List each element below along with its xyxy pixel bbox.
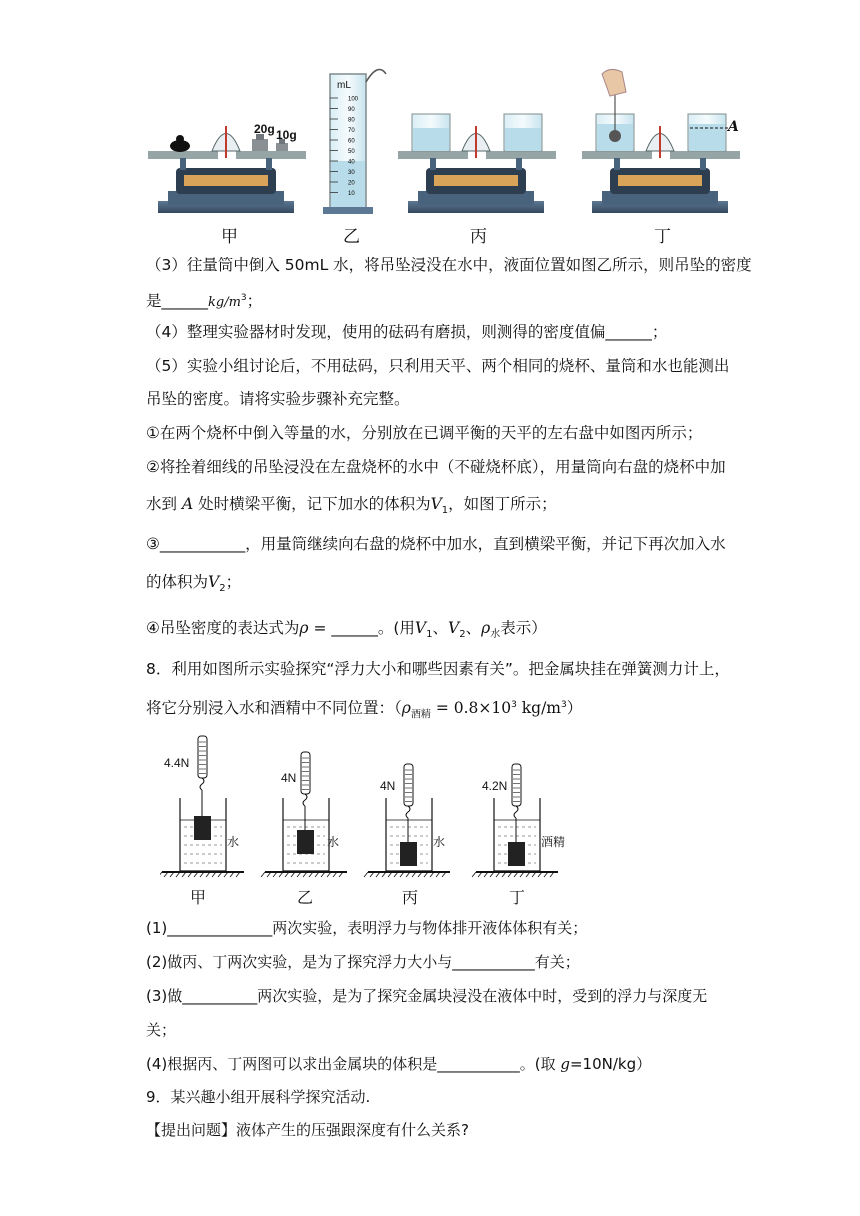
q7-step4: ④吊坠密度的表达式为ρ = ______。(用$V_1$、$V_2$、$\rho_水$表示） [146, 619, 547, 641]
q8-line2: 将它分别浸入水和酒精中不同位置：（$\rho_{酒精} = 0.8\times 10^3$ $kg/m^3$） [146, 699, 583, 721]
scale-hook [303, 794, 307, 806]
ground-hatch [261, 872, 265, 877]
metal-block [194, 816, 211, 840]
liquid-jia: 水 [227, 835, 240, 849]
liquid-ding: 酒精 [541, 835, 566, 849]
metal-block [400, 842, 417, 866]
q7-part3-line2: 是$\_\_\_\_\_\_kg/m^3$； [146, 292, 263, 311]
q7-part4: （4）整理实验器材时发现，使用的砝码有磨损，则测得的密度值偏______； [146, 323, 668, 341]
balance-figure [140, 66, 760, 221]
liquid-bing: 水 [433, 835, 446, 849]
q8-part3-line2: 关； [146, 1021, 177, 1039]
liquid-yi: 水 [327, 835, 340, 849]
q7-step3-line1: ③___________，用量筒继续向右盘的烧杯中加水，直到横梁平衡，并记下再次加入水 [146, 535, 726, 553]
cylinder-tick-label: 80 [348, 117, 355, 124]
reading-bing: 4N [380, 779, 396, 793]
q7-step2-line1: ②将拴着细线的吊坠浸没在左盘烧杯的水中（不碰烧杯底），用量筒向右盘的烧杯中加 [146, 458, 726, 476]
scale-hook [514, 806, 518, 818]
cylinder-tick-label: 50 [348, 149, 355, 155]
reading-ding: 4.2N [482, 779, 508, 793]
cylinder-tick-label: 100 [348, 96, 359, 103]
caption-jia: 甲 [221, 227, 238, 247]
cylinder-tick-label: 20 [348, 180, 355, 187]
buoyancy-figure [160, 730, 580, 885]
q7-step1: ①在两个烧杯中倒入等量的水，分别放在已调平衡的天平的左右盘中如图丙所示； [146, 424, 703, 442]
metal-block [508, 842, 525, 866]
q8-part3-line1: (3)做__________两次实验，是为了探究金属块浸没在液体中时，受到的浮力与深度无 [146, 987, 708, 1005]
cylinder-tick-label: 90 [348, 107, 355, 113]
metal-block [297, 830, 314, 854]
reading-jia: 4.4N [164, 756, 190, 770]
caption2-bing: 丙 [402, 888, 419, 907]
q7-step2-line2: 水到 A 处时横梁平衡，记下加水的体积为$V_1$，如图丁所示； [146, 495, 557, 517]
caption-bing: 丙 [470, 227, 487, 247]
q8-part1: (1)______________两次实验，表明浮力与物体排开液体体积有关； [146, 919, 588, 937]
ground-hatch [160, 872, 162, 877]
weight-label-20g: 20g [254, 122, 275, 136]
caption-ding: 丁 [654, 227, 671, 247]
cylinder-tick-label: 60 [348, 138, 355, 145]
graduated-cylinder [323, 70, 386, 215]
balance-bing [398, 114, 556, 213]
cylinder-tick-label: 10 [348, 191, 355, 197]
q7-part5-line1: （5）实验小组讨论后，不用砝码，只利用天平、两个相同的烧杯、量筒和水也能测出 [146, 357, 730, 375]
q8-part2: (2)做丙、丁两次实验，是为了探究浮力大小与___________有关； [146, 953, 580, 971]
weight-label-10g: 10g [276, 128, 297, 142]
scale-hook [406, 806, 410, 818]
reading-yi: 4N [281, 771, 297, 785]
caption2-yi: 乙 [297, 888, 314, 907]
q7-part3-line1: （3）往量筒中倒入 50mL 水，将吊坠浸没在水中，液面位置如图乙所示，则吊坠的密度 [146, 256, 752, 274]
q9-line2: 【提出问题】液体产生的压强跟深度有什么关系? [146, 1121, 469, 1139]
caption2-ding: 丁 [509, 888, 526, 907]
caption-yi: 乙 [343, 227, 360, 247]
cylinder-tick-label: 30 [348, 170, 355, 176]
q7-step3-line2: 的体积为$V_2$； [146, 573, 242, 595]
balance-ding [582, 69, 740, 213]
cylinder-unit: mL [337, 80, 351, 91]
ground-hatch [364, 872, 368, 877]
q9-line1: 9．某兴趣小组开展科学探究活动. [146, 1088, 371, 1106]
q8-line1: 8．利用如图所示实验探究“浮力大小和哪些因素有关”。把金属块挂在弹簧测力计上， [146, 660, 730, 678]
ground-hatch [472, 872, 476, 877]
q7-part5-line2: 吊坠的密度。请将实验步骤补充完整。 [146, 390, 410, 408]
caption2-jia: 甲 [190, 888, 207, 907]
cylinder-tick-label: 40 [348, 159, 355, 166]
mark-a: A [728, 119, 739, 135]
scale-hook [200, 778, 204, 790]
cylinder-tick-label: 70 [348, 128, 355, 134]
q8-part4: (4)根据丙、丁两图可以求出金属块的体积是___________。(取 g=10N/kg） [146, 1055, 652, 1073]
